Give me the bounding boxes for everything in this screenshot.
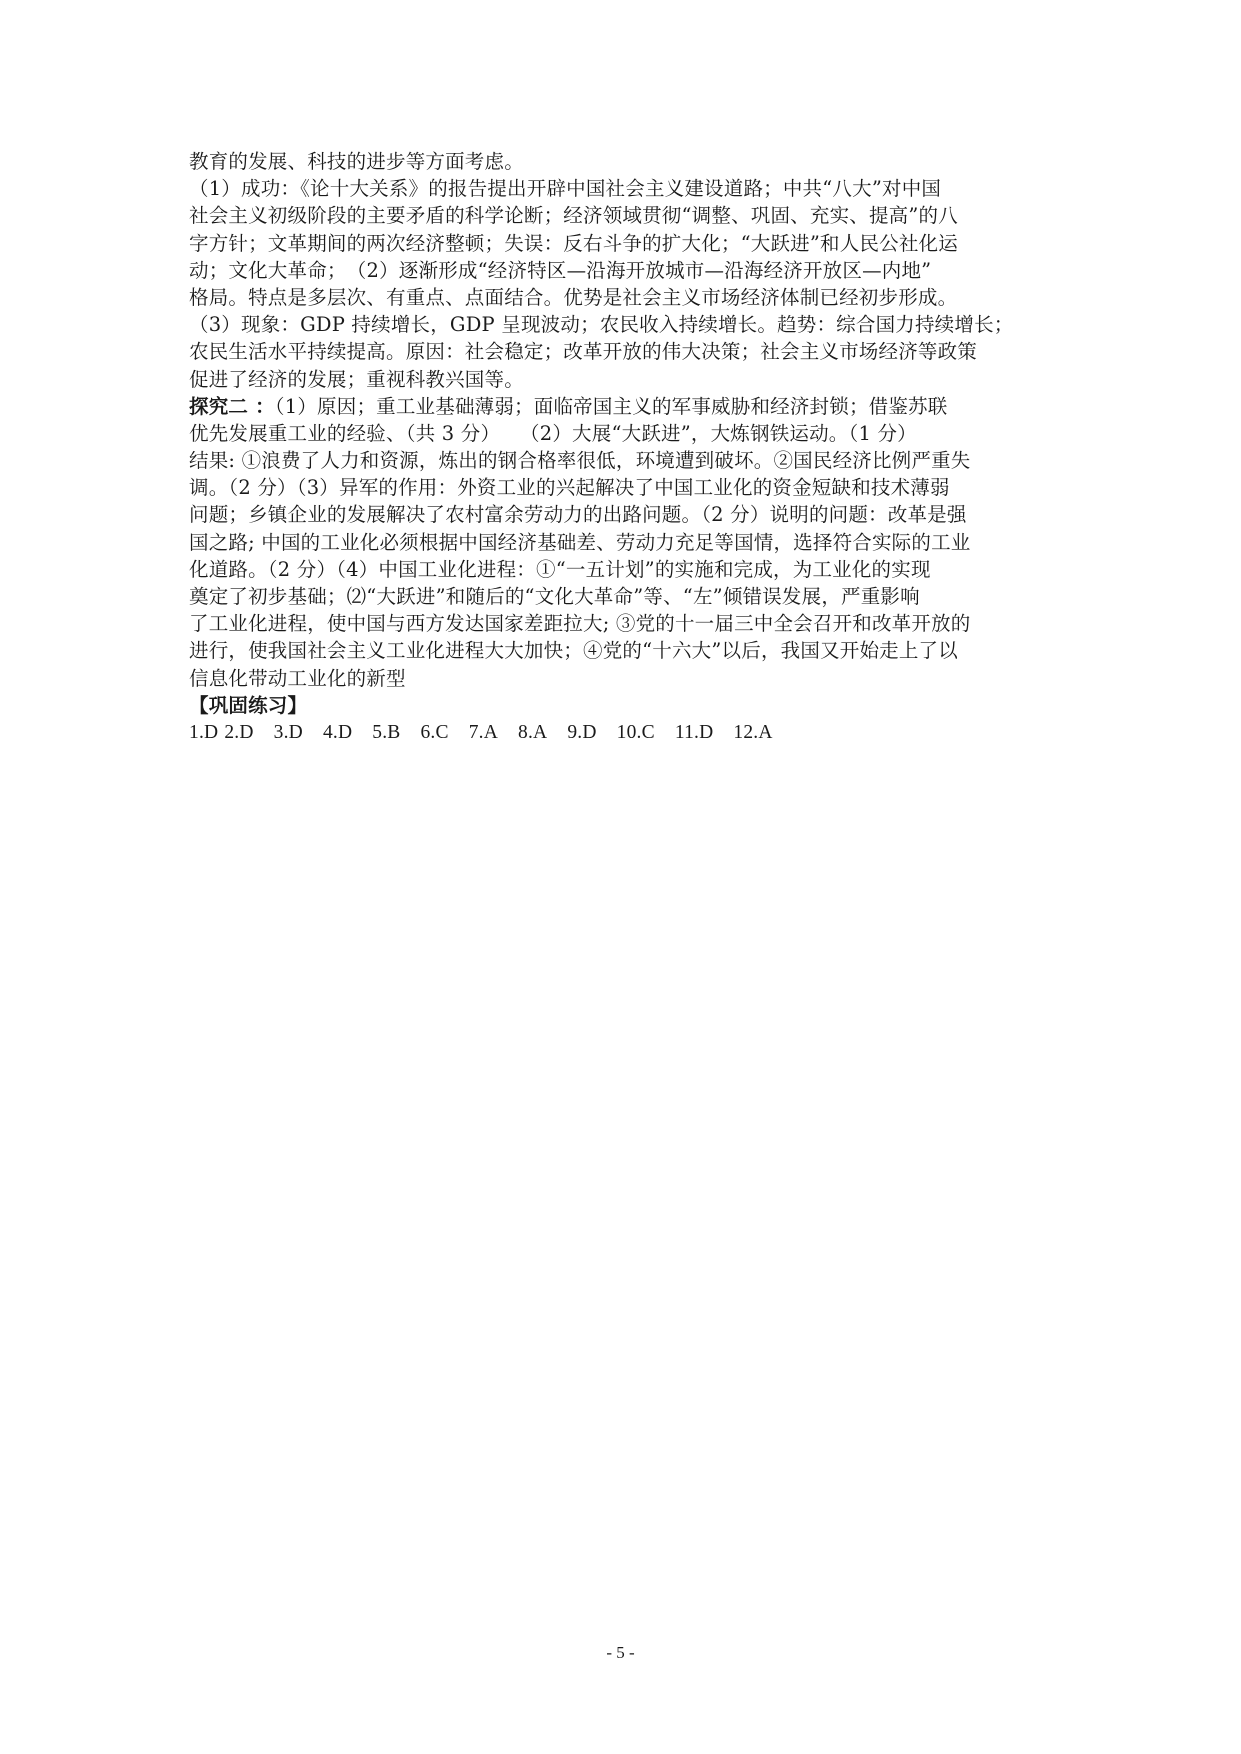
answer-item: 4.D — [322, 721, 353, 743]
answer-text-block — [189, 148, 1057, 746]
text-line: 信息化带动工业化的新型 — [189, 666, 406, 690]
practice-heading: 【巩固练习】 — [189, 693, 308, 717]
text-line: 字方针；文革期间的两次经济整顿；失误：反右斗争的扩大化；“大跃进”和人民公社化运 — [189, 231, 958, 255]
answer-item: 3.D — [273, 721, 303, 743]
text-line: （3）现象：GDP 持续增长，GDP 呈现波动；农民收入持续增长。趋势：综合国力持续增长； — [189, 313, 1014, 337]
inquiry2-first-line-text: （1）原因；重工业基础薄弱；面临帝国主义的军事威胁和经济封锁；借鉴苏联 — [274, 394, 948, 418]
text-line: 动；文化大革命； （2）逐渐形成“经济特区—沿海开放城市—沿海经济开放区—内地” — [189, 258, 932, 282]
text-line: 优先发展重工业的经验、（共 3 分） （2）大展“大跃进”，大炼钢铁运动。（1 分） — [189, 421, 917, 445]
answer-item: 5.B — [372, 721, 401, 743]
answer-item: 8.A — [518, 721, 548, 743]
text-line: 国之路; 中国的工业化必须根据中国经济基础差、劳动力充足等国情，选择符合实际的工业 — [189, 530, 971, 554]
text-line: 教育的发展、科技的进步等方面考虑。 — [189, 150, 524, 173]
text-line: 农民生活水平持续提高。原因：社会稳定；改革开放的伟大决策；社会主义市场经济等政策 — [189, 340, 978, 364]
text-line: 奠定了初步基础；⑵“大跃进”和随后的“文化大革命”等、“左”倾错误发展，严重影响 — [189, 585, 920, 608]
answer-item: 9.D — [567, 721, 597, 743]
answer-item: 11.D — [674, 721, 714, 743]
answer-item: 7.A — [468, 721, 499, 743]
text-line: 问题；乡镇企业的发展解决了农村富余劳动力的出路问题。（2 分）说明的问题：改革是强 — [189, 503, 967, 527]
answer-item: 1.D — [189, 721, 219, 743]
inquiry2-first-line — [189, 393, 1057, 420]
answer-key-list — [189, 719, 1057, 746]
answer-item: 2.D — [224, 721, 254, 743]
text-line: 了工业化进程，使中国与西方发达国家差距拉大; ③党的十一届三中全会召开和改革开放的 — [189, 612, 971, 636]
text-line: 促进了经济的发展；重视科教兴国等。 — [189, 367, 524, 391]
answer-item: 10.C — [616, 721, 655, 743]
text-line: 进行，使我国社会主义工业化进程大大加快；④党的“十六大”以后，我国又开始走上了以 — [189, 639, 958, 663]
inquiry2-heading: 探究二 ： — [189, 394, 275, 418]
text-line: 社会主义初级阶段的主要矛盾的科学论断；经济领域贯彻“调整、巩固、充实、提高”的八 — [189, 204, 958, 228]
page-number: - 5 - — [606, 1643, 635, 1662]
answer-item: 12.A — [733, 721, 773, 743]
text-line: 结果: ①浪费了人力和资源，炼出的钢合格率很低，环境遭到破坏。②国民经济比例严重失 — [189, 449, 971, 473]
text-line: 化道路。（2 分）（4）中国工业化进程：①“一五计划”的实施和完成，为工业化的实现 — [189, 557, 931, 581]
text-line: 格局。特点是多层次、有重点、点面结合。优势是社会主义市场经济体制已经初步形成。 — [189, 285, 958, 309]
answer-item: 6.C — [420, 721, 449, 743]
text-line: （1）成功：《论十大关系》的报告提出开辟中国社会主义建设道路；中共“八大”对中国 — [189, 177, 942, 201]
text-line: 调。（2 分）（3）异军的作用：外资工业的兴起解决了中国工业化的资金短缺和技术薄弱 — [189, 476, 950, 500]
